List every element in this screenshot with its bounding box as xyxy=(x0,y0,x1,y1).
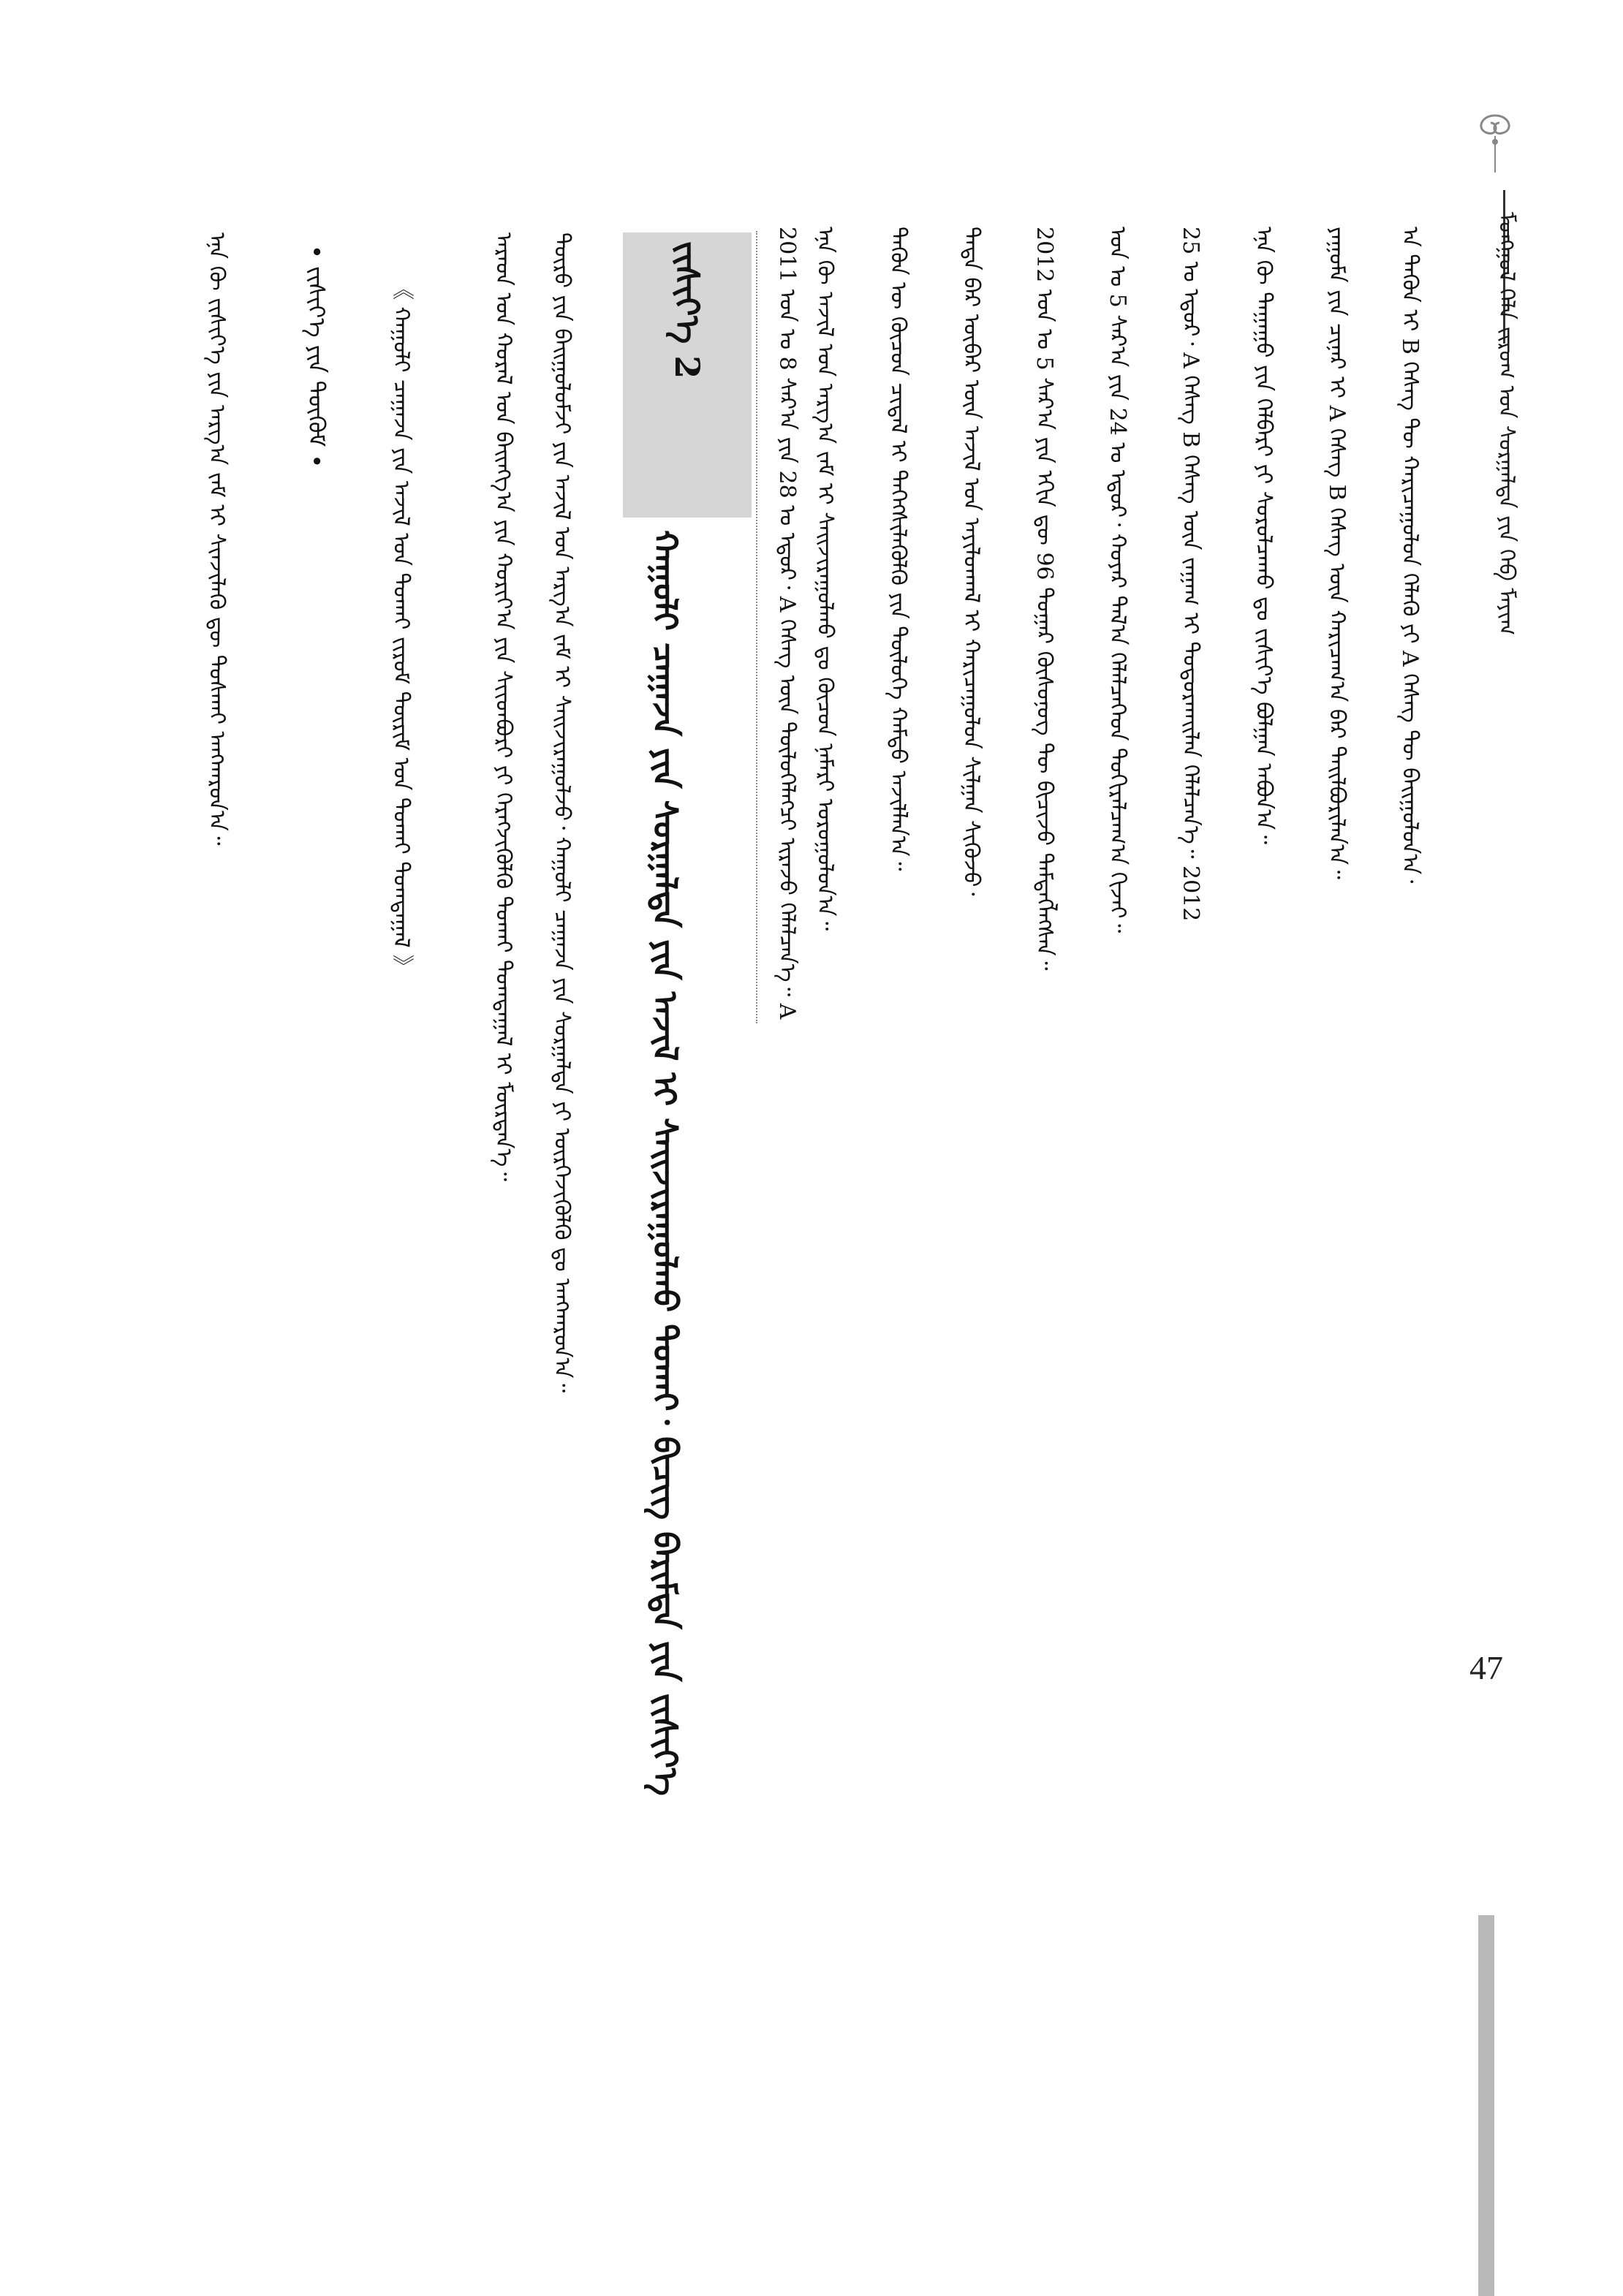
page-number: 47 xyxy=(1469,1649,1503,1686)
body-column: ᠡᠨᠡ ᠬᠦ ᠠᠵᠢᠯ ᠤᠨ ᠠᠷᠭ᠎ᠠ ᠵᠠᠮ ᠢ ᠰᠠᠢᠵᠢᠷᠠᠭᠤᠯᠬᠤ ᠳᠤ ᠬᠦᠴᠦᠨ ᠨᠡᠮᠡᠷᠢ ᠣᠷᠤᠭᠤᠯᠤᠨ᠎ᠠ᠃ xyxy=(812,227,838,931)
paragraph: ᠲᠥᠷᠥ ᠶᠢᠨ ᠪᠠᠢᠭᠤᠯᠤᠮᠵᠢ ᠶᠢᠨ ᠠᠵᠢᠯ ᠤᠨ ᠠᠷᠭ᠎ᠠ ᠵᠠᠮ ᠢ ᠰᠠᠢᠵᠢᠷᠠᠭᠤᠯᠵᠤ᠂ ᠬᠠᠭᠤᠯᠢ ᠴᠠᠭᠠᠵᠠ ᠶᠢᠨ ᠰᠤᠷᠭᠠᠯᠲᠠ ᠶᠢ ᠦᠷᠭᠡᠵᠢᠭᠦᠯᠬᠦ ᠳᠤ ᠠᠨᠭᠬᠠᠷᠤᠨ᠎ᠠ᠃ xyxy=(549,232,575,1393)
body-column: ᠠ ᠲᠡᠭᠦᠨ ᠢ B ᠬᠡᠰᠡᠭ ᠲᠦ ᠬᠠᠷᠢᠴᠠᠭᠤᠯᠤᠨ ᠬᠡᠯᠡᠬᠦ ᠶᠢ A ᠬᠡᠰᠡᠭ ᠲᠦ ᠪᠠᠢᠭᠤᠯᠤᠨ᠎ᠠ᠂ xyxy=(1397,227,1423,884)
ornament-icon xyxy=(1466,110,1524,175)
section-heading: ᠬᠠᠭᠤᠯᠢ ᠴᠠᠭᠠᠵᠠ ᠶᠢᠨ ᠰᠤᠷᠭᠠᠯᠲᠠ ᠶᠢᠨ ᠠᠵᠢᠯ ᠢ ᠰᠠᠢᠵᠢᠷᠠᠭᠤᠯᠬᠤ ᠲᠤᠬᠠᠢ᠂ ᠪᠢᠴᠢᠭ ᠪᠠᠷᠢᠮᠲᠠ ᠶᠢᠨ ᠵᠢᠱᠢᠶ᠎ᠡ xyxy=(646,530,685,1796)
closing-line: ᠡᠨᠡ ᠬᠦ ᠵᠢᠱᠢᠶ᠎ᠡ ᠶᠢᠨ ᠠᠷᠭ᠎ᠠ ᠵᠠᠮ ᠢ ᠰᠢᠨᠵᠢᠯᠡᠬᠦ ᠳᠦ ᠲᠤᠰᠬᠠᠢ ᠠᠨᠭᠬᠠᠷᠤᠨ᠎ᠠ᠃ xyxy=(204,232,230,846)
body-column: 2012 ᠣᠨ ᠤ 5 ᠰᠠᠷ᠎ᠠ ᠶᠢᠨ ᠡᠬᠢᠨ ᠳᠦ 96 ᠳᠤᠭᠠᠷ ᠬᠦᠰᠦᠨᠦᠭ ᠲᠦ ᠪᠢᠴᠢᠵᠦ ᠲᠡᠮᠳᠡᠭᠯᠡᠭᠰᠡᠨ᠃ xyxy=(1032,227,1057,971)
page-edge-tab xyxy=(1478,1915,1494,2296)
section-label: ᠵᠢᠱᠢᠶ᠎ᠡ 2 xyxy=(667,241,707,379)
body-column: ᠲᠡᠭᠦᠨ ᠦ ᠬᠦᠴᠦᠨ ᠴᠢᠳᠠᠯ ᠢ ᠳᠡᠭᠡᠭᠰᠢᠯᠡᠭᠦᠯᠬᠦ ᠶᠢᠨ ᠲᠥᠯᠦᠭᠡ ᠬᠠᠮᠲᠤ ᠠᠵᠢᠯᠯᠠᠨ᠎ᠠ᠃ xyxy=(885,227,911,871)
section-divider xyxy=(756,231,757,1023)
paragraph: 《 ᠬᠠᠭᠤᠯᠢ ᠴᠠᠭᠠᠵᠠ ᠶᠢᠨ ᠠᠵᠢᠯ ᠤᠨ ᠲᠤᠬᠠᠢ ᠵᠢᠷᠤᠮ ᠳᠦᠷᠢᠮ ᠤᠨ ᠲᠤᠬᠠᠢ ᠲᠣᠭᠲᠠᠭᠠᠯ 》 xyxy=(388,278,414,977)
running-header: ᠮᠣᠩᠭᠣᠯ ᠬᠡᠯᠡ ᠵᠢᠷᠤᠭ ᠤᠨ ᠰᠤᠷᠭᠠᠯᠲᠠ ᠶᠢᠨ ᠬᠡᠪ ᠮᠠᠶᠢᠭ xyxy=(1494,212,1519,636)
body-column: ᠡᠨᠡ ᠬᠦ ᠳᠠᠭᠠᠭᠤ ᠶᠢᠨ ᠬᠡᠯᠪᠡᠷᠢ ᠶᠢ ᠰᠤᠷᠤᠯᠴᠠᠬᠤ ᠳᠤ ᠵᠢᠱᠢᠶ᠎ᠡ ᠪᠤᠯᠭᠠᠨ ᠠᠪᠤᠨ᠎ᠠ᠃ xyxy=(1251,227,1276,844)
body-column: 25 ᠤ ᠡᠳᠦᠷ᠂ A ᠬᠡᠰᠡᠭ B ᠬᠡᠰᠡᠭ ᠦᠨ ᠵᠠᠭᠠᠭ ᠢ ᠲᠣᠳᠤᠷᠬᠠᠢᠯᠠᠨ ᠬᠡᠯᠡᠯᠴᠡᠨ᠎ᠡ᠃ 2012 xyxy=(1178,227,1203,922)
body-column: 2011 ᠣᠨ ᠤ 8 ᠰᠠᠷ᠎ᠠ ᠶᠢᠨ 28 ᠤ ᠡᠳᠦᠷ᠂ A ᠬᠡᠰᠡᠭ ᠦᠨ ᠲᠥᠯᠦᠭᠡᠯᠡᠭᠴᠢ ᠢᠷᠡᠵᠦ ᠬᠡᠯᠡᠯᠴᠡᠨ᠎ᠡ᠃ A xyxy=(774,227,800,1020)
body-column: ᠲᠡᠳᠡ ᠪᠡᠷ ᠦᠪᠡᠷ ᠦᠨ ᠠᠵᠢᠯ ᠤᠨ ᠠᠶᠢᠯᠳᠬᠠᠯ ᠢ ᠬᠠᠷᠢᠴᠠᠭᠤᠯᠤᠨ ᠰᠢᠯᠭᠠᠨ ᠰᠢᠭᠦᠵᠦ᠂ xyxy=(958,227,984,896)
paragraph: ᠠᠷᠠᠳ ᠤᠨ ᠬᠤᠷᠠᠯ ᠤᠨ ᠪᠠᠢᠩᠭ᠎ᠠ ᠶᠢᠨ ᠬᠣᠷᠢᠶ᠎ᠠ ᠶᠢᠨ ᠰᠢᠢᠳᠪᠦᠷᠢ ᠶᠢ ᠬᠡᠷᠡᠭᠵᠢᠭᠦᠯᠬᠦ ᠲᠤᠬᠠᠢ ᠲᠣᠭᠲᠠᠭᠠᠯ ᠢ ᠮᠥᠷᠳᠡᠨ᠎ᠡ᠃ xyxy=(491,232,516,1182)
body-column: ᠤᠨ ᠤ 5 ᠰᠠᠷ᠎ᠠ ᠶᠢᠨ 24 ᠤ ᠡᠳᠦᠷ᠂ ᠬᠣᠶᠠᠷ ᠲᠠᠯ᠎ᠠ ᠬᠡᠯᠡᠯᠴᠡᠭᠡᠳ ᠲᠤᠬᠢᠷᠠᠯᠴᠠᠭ᠎ᠠ ᠬᠢᠵᠡᠢ᠃ xyxy=(1105,227,1130,933)
bullet-heading: • ᠵᠢᠱᠢᠶ᠎ᠡ ᠶᠢᠨ ᠳᠦᠭᠦᠮ • xyxy=(303,245,330,469)
body-column: ᠶᠠᠭᠤᠮᠠ ᠶᠢᠨ ᠴᠢᠨᠠᠷ ᠢ A ᠬᠡᠰᠡᠭ B ᠬᠡᠰᠡᠭ ᠦᠨ ᠬᠠᠷᠢᠴᠠᠭ᠎ᠠ ᠪᠠᠷ ᠲᠠᠢᠯᠪᠤᠷᠢᠯᠠᠨ᠎ᠠ᠃ xyxy=(1324,227,1350,879)
